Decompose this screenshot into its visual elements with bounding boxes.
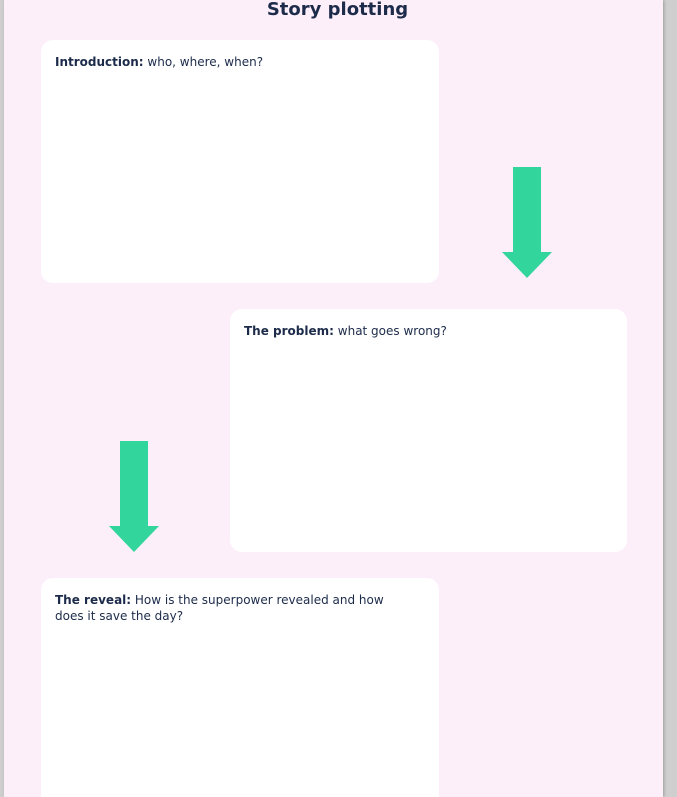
introduction-label: Introduction: — [55, 55, 144, 69]
worksheet-page — [4, 0, 663, 797]
problem-prompt: what goes wrong? — [333, 324, 447, 338]
problem-box — [230, 309, 627, 552]
reveal-label: The reveal: — [55, 593, 132, 607]
reveal-prompt: How is the superpower revealed and how does it save the day? — [55, 593, 384, 623]
arrow-down-icon — [502, 167, 552, 278]
introduction-box — [41, 40, 439, 283]
introduction-prompt: who, where, when? — [143, 55, 264, 69]
page-title: Story plotting — [266, 0, 409, 20]
arrow-down-icon — [109, 441, 159, 552]
reveal-box — [41, 578, 439, 797]
problem-label: The problem: — [244, 324, 334, 338]
